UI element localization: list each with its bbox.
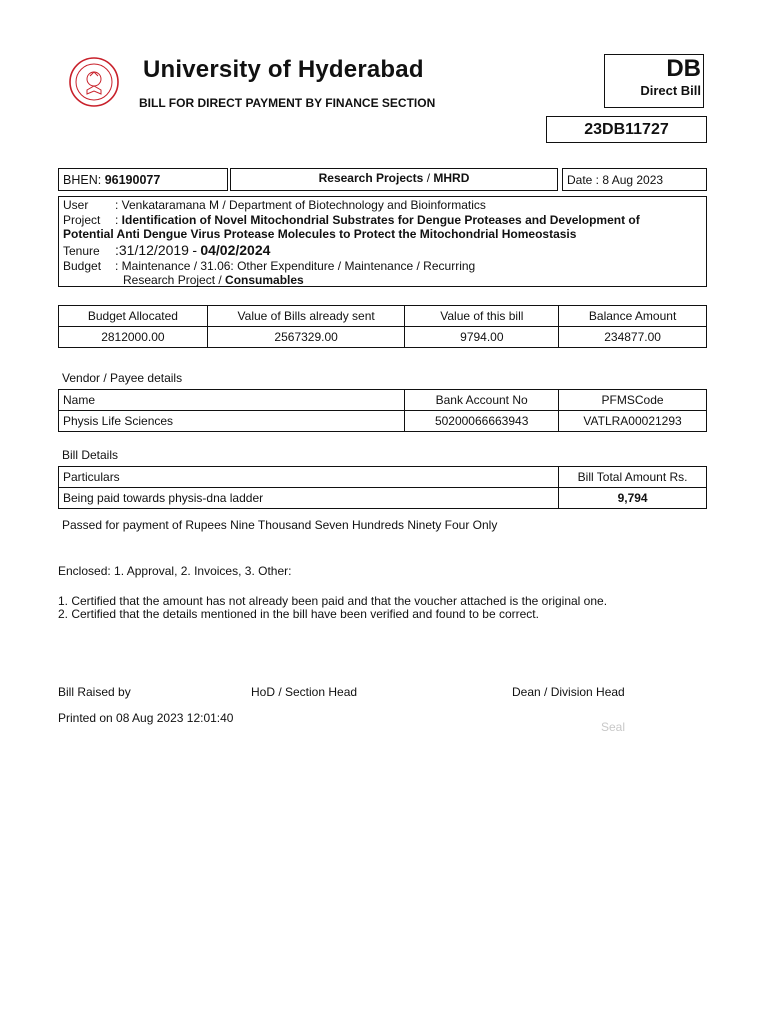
project-row [63,213,702,228]
bill-type-code: DB [666,55,701,82]
seal-placeholder: Seal [601,720,626,734]
project-row-2 [63,227,702,242]
budget-table [58,305,707,348]
table-header-row [59,306,707,327]
header-cell: Bank Account No [405,390,559,411]
table-row [59,327,707,348]
project-agency: MHRD [433,171,470,185]
bill-type-label: Direct Bill [640,83,701,98]
tenure-end: 04/02/2024 [200,241,271,258]
vendor-name: Physis Life Sciences [59,411,405,432]
bill-particulars: Being paid towards physis-dna ladder [59,488,559,509]
bill-number: 23DB11727 [546,116,707,143]
bill-type-box [604,54,704,108]
table-row [59,488,707,509]
tenure-separator: - [192,241,197,258]
university-name: University of Hyderabad [143,56,424,83]
header-cell: Bill Total Amount Rs. [559,467,707,488]
budget-line2-prefix: Research Project / [123,273,226,287]
project-type-box [230,168,558,191]
table-header-row [59,390,707,411]
table-header-row [59,467,707,488]
project-prefix: : [115,212,122,227]
bill-table [58,466,707,509]
header-cell: Balance Amount [559,306,707,327]
bill-subtitle: BILL FOR DIRECT PAYMENT BY FINANCE SECTION [139,96,436,110]
project-label: Project [63,212,101,227]
header-cell: Value of Bills already sent [207,306,405,327]
printed-on: Printed on 08 Aug 2023 12:01:40 [58,711,234,725]
header-cell: Particulars [59,467,559,488]
bill-date: Date : 8 Aug 2023 [562,168,707,191]
user-row [63,198,702,213]
budget-row-2 [63,273,702,288]
header-cell: Budget Allocated [59,306,208,327]
tenure-start: :31/12/2019 [115,241,189,258]
vendor-table [58,389,707,432]
this-bill-value: 9794.00 [405,327,559,348]
bhen-label: BHEN: [63,173,102,187]
tenure-label: Tenure [63,243,100,258]
hod-signature: HoD / Section Head [251,685,358,699]
user-value: : Venkataramana M / Department of Biotechnology and Bioinformatics [115,198,486,212]
table-row [59,411,707,432]
project-details-box [58,196,707,287]
budget-line1: : Maintenance / 31.06: Other Expenditure / Maintenance / Recurring [115,258,476,273]
user-label: User [63,198,89,212]
project-title-line1: Identification of Novel Mitochondrial Substrates for Dengue Proteases and Development of [121,212,640,227]
header-cell: Name [59,390,405,411]
budget-allocated: 2812000.00 [59,327,208,348]
header-cell: Value of this bill [405,306,559,327]
project-title-line2: Potential Anti Dengue Virus Protease Molecules to Protect the Mitochondrial Homeostasis [63,227,577,241]
dean-signature: Dean / Division Head [512,685,625,699]
balance-amount: 234877.00 [559,327,707,348]
bank-account-no: 50200066663943 [405,411,559,432]
bills-already-sent: 2567329.00 [207,327,405,348]
bill-total-amount: 9,794 [559,488,707,509]
university-logo [68,56,120,108]
enclosed-list: Enclosed: 1. Approval, 2. Invoices, 3. Other: [58,564,292,578]
bill-raised-by: Bill Raised by [58,685,131,699]
certification-2: 2. Certified that the details mentioned in the bill have been verified and found to be correct. [58,607,539,621]
passed-for-payment: Passed for payment of Rupees Nine Thousand Seven Hundreds Ninety Four Only [62,518,498,532]
tenure-row [63,242,702,259]
bhen-value: 96190077 [104,173,161,187]
certification-1: 1. Certified that the amount has not already been paid and that the voucher attached is the original one. [58,594,608,608]
budget-row [63,259,702,274]
project-type: Research Projects [318,171,424,185]
budget-label: Budget [63,258,102,273]
vendor-section-label: Vendor / Payee details [62,371,183,385]
project-separator: / [426,171,431,185]
header-cell: PFMSCode [559,390,707,411]
budget-line2-bold: Consumables [225,273,304,287]
bhen-box [58,168,228,191]
bill-section-label: Bill Details [62,448,119,462]
pfms-code: VATLRA00021293 [559,411,707,432]
